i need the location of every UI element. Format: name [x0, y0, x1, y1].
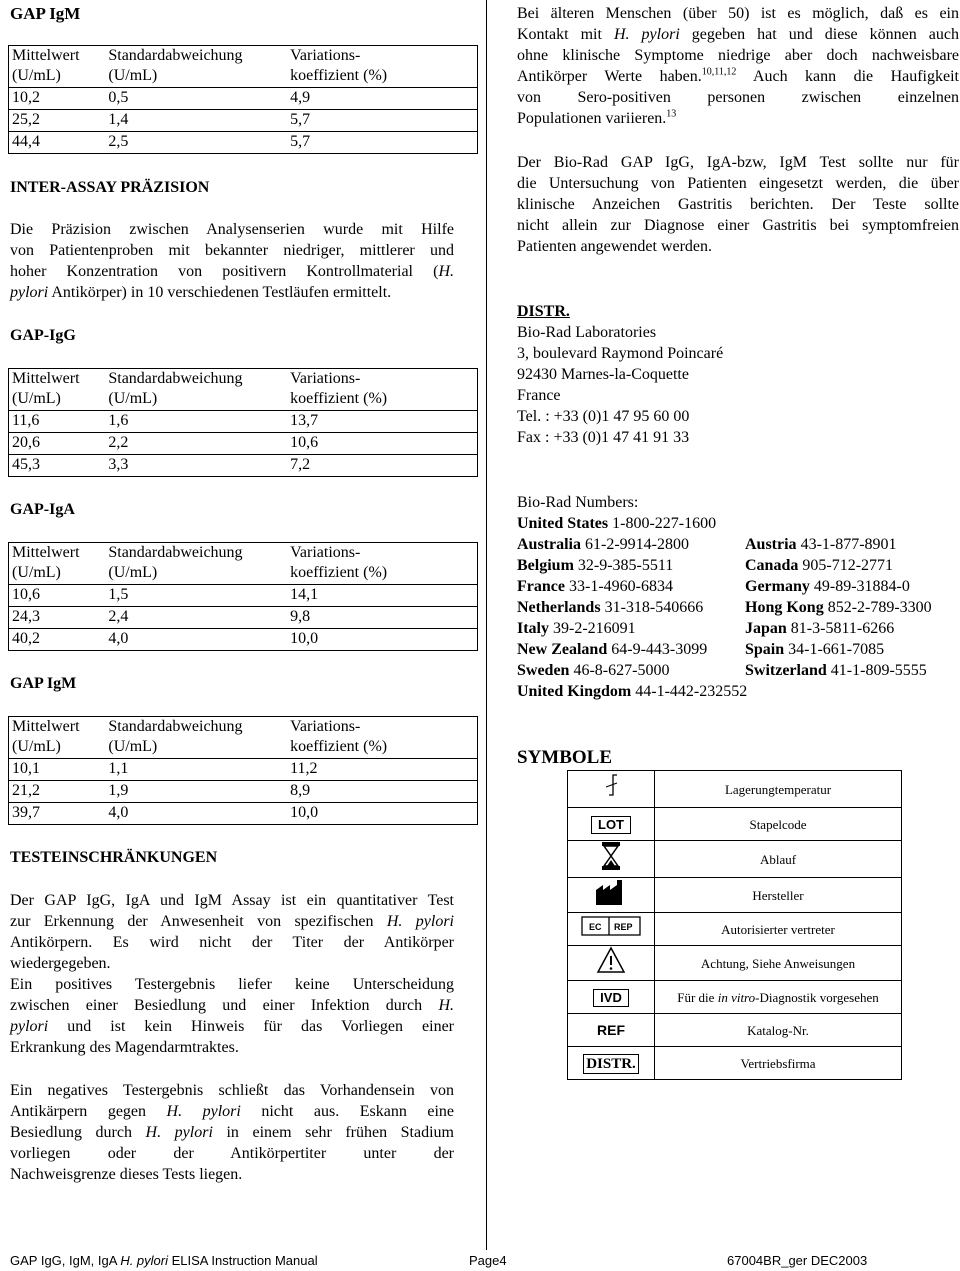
section-title-gap-igg: GAP-IgG [10, 327, 76, 344]
distributor-block: DISTR. Bio-Rad Laboratories 3, boulevard Raymond Poincaré 92430 Marnes-la-Coquette France Tel. : +33 (0)1 47 95 60 00 Fax : +33 (0)1 47 41 91 33 [517, 303, 724, 446]
table-row: 10,1 1,1 11,2 [9, 759, 478, 781]
distr-icon: DISTR. [568, 1047, 655, 1080]
distr-label: DISTR. [517, 303, 570, 320]
table-row: 10,6 1,5 14,1 [9, 585, 478, 607]
table-row: 44,4 2,5 5,7 [9, 132, 478, 154]
table-row: IVD Für die in vitro-Diagnostik vorgesehen [568, 981, 902, 1014]
numbers-title: Bio-Rad Numbers: [517, 494, 639, 511]
ref-icon: REF [568, 1014, 655, 1047]
table-row: Australia 61-2-9914-2800 Austria 43-1-877-8901 [517, 536, 897, 553]
table-row: 11,6 1,6 13,7 [9, 411, 478, 433]
limitations-paragraph-1: Der GAP IgG, IgA und IgM Assay ist ein quantitativer Test zur Erkennung der Anwesenheit von spezifischen H. pylori Antikörpern. Es wird nicht der Titer der Antikörper wiedergegeben. [10, 892, 454, 972]
precision-table-igm-top [8, 45, 478, 154]
table-row: Achtung, Siehe Anweisungen [568, 946, 902, 981]
usage-paragraph: Der Bio-Rad GAP IgG, IgA-bzw, IgM Test sollte nur für die Untersuchung von Patienten eingesetzt werden, die über klinische Anzeichen Gastritis berichten. Der Teste sollte nicht allein zur Diagnose einer Gastritis bei symptomfreien Patienten angewendet werden. [517, 154, 959, 255]
svg-text:EC: EC [589, 922, 602, 932]
warning-icon [568, 946, 655, 981]
table-row: France 33-1-4960-6834 Germany 49-89-31884-0 [517, 578, 910, 595]
footer-doc-code: 67004BR_ger DEC2003 [727, 1253, 868, 1268]
table-row: Sweden 46-8-627-5000 Switzerland 41-1-809-5555 [517, 662, 927, 679]
symbols-table [567, 770, 902, 1080]
hourglass-icon [568, 841, 655, 878]
symbols-title: SYMBOLE [517, 747, 613, 768]
section-title-gap-igm-top: GAP IgM [10, 4, 81, 23]
table-row: 40,2 4,0 10,0 [9, 629, 478, 651]
factory-icon [568, 878, 655, 913]
precision-table-igg: Mittelwert (U/mL) Standardabweichung (U/mL) Variations- koeffizient (%) 11,6 1,6 13,7 20,6 2,2 10,6 45,3 3,3 7,2 [8, 368, 478, 477]
section-title-limitations: TESTEINSCHRÄNKUNGEN [10, 849, 218, 866]
limitations-paragraph-3: Ein negatives Testergebnis schließt das Vorhandensein von Antikärpern gegen H. pylori nicht aus. Eskann eine Besiedlung durch H. pylori in einem sehr frühen Stadium vorliegen oder der Antikörpertiter unter der Nachweisgrenze dieses Tests liegen. [10, 1082, 454, 1183]
temperature-icon [568, 771, 655, 808]
table-header: Mittelwert (U/mL) [9, 46, 106, 88]
footer-manual-title: GAP IgG, IgM, IgA H. pylori ELISA Instruction Manual [10, 1253, 318, 1268]
table-row: LOT Stapelcode [568, 808, 902, 841]
table-row: New Zealand 64-9-443-3099 Spain 34-1-661-7085 [517, 641, 885, 658]
table-row: Lagerungtemperatur [568, 771, 902, 808]
table-row: Italy 39-2-216091 Japan 81-3-5811-6266 [517, 620, 895, 637]
numbers-us: United States 1-800-227-1600 [517, 515, 717, 532]
table-row: 21,2 1,9 8,9 [9, 781, 478, 803]
section-title-gap-igm: GAP IgM [10, 675, 77, 692]
precision-table-iga: Mittelwert (U/mL) Standardabweichung (U/mL) Variations- koeffizient (%) 10,6 1,5 14,1 24,3 2,4 9,8 40,2 4,0 10,0 [8, 542, 478, 651]
table-row: REF Katalog-Nr. [568, 1014, 902, 1047]
column-divider [486, 0, 487, 1250]
table-header: Variations- koeffizient (%) [287, 46, 477, 88]
table-row: Belgium 32-9-385-5511 Canada 905-712-2771 [517, 557, 894, 574]
svg-text:REP: REP [614, 922, 633, 932]
table-row: Netherlands 31-318-540666 Hong Kong 852-2-789-3300 [517, 599, 932, 616]
table-row: Hersteller [568, 878, 902, 913]
table-row: 39,7 4,0 10,0 [9, 803, 478, 825]
table-row: 20,6 2,2 10,6 [9, 433, 478, 455]
age-paragraph: Bei älteren Menschen (über 50) ist es möglich, daß es ein Kontakt mit H. pylori gegeben hat und diese können auch ohne klinische Symptome niedrige aber doch nachweisbare Antikörper Werte haben.$^{10,11,12}$ Auch kann die Haufigkeit von Sero-positiven personen zwischen einzelnen Populationen variieren.$^{13}$ [517, 5, 959, 127]
section-title-gap-iga: GAP-IgA [10, 501, 75, 518]
table-row: EC REP Autorisierter vertreter [568, 913, 902, 946]
table-row: 45,3 3,3 7,2 [9, 455, 478, 477]
inter-assay-paragraph: Die Präzision zwischen Analysenserien wurde mit Hilfe von Patientenproben mit bekannter niedriger, mittlerer und hoher Konzentration von positivern Kontrollmaterial (H. pylori Antikörper) in 10 verschiedenen Testläufen ermittelt. [10, 221, 454, 301]
limitations-paragraph-2: Ein positives Testergebnis liefer keine Unterscheidung zwischen einer Besiedlung und einer Infektion durch H. pylori und ist kein Hinweis für das Vorliegen einer Erkrankung des Magendarmtraktes. [10, 976, 454, 1056]
table-row: DISTR. Vertriebsfirma [568, 1047, 902, 1080]
numbers-uk: United Kingdom 44-1-442-232552 [517, 683, 748, 700]
table-row: 25,2 1,4 5,7 [9, 110, 478, 132]
lot-icon: LOT [568, 808, 655, 841]
bio-rad-numbers [517, 492, 932, 702]
table-header: Standardabweichung (U/mL) [105, 46, 287, 88]
section-title-inter-assay: INTER-ASSAY PRÄZISION [10, 179, 210, 196]
footer-page-number: Page4 [469, 1253, 507, 1268]
table-row: 10,2 0,5 4,9 [9, 88, 478, 110]
table-row: Ablauf [568, 841, 902, 878]
precision-table-igm: Mittelwert (U/mL) Standardabweichung (U/mL) Variations- koeffizient (%) 10,1 1,1 11,2 21,2 1,9 8,9 39,7 4,0 10,0 [8, 716, 478, 825]
table-row: 24,3 2,4 9,8 [9, 607, 478, 629]
ec-rep-icon [568, 913, 655, 946]
ivd-icon: IVD [568, 981, 655, 1014]
numbers-table [517, 534, 932, 681]
